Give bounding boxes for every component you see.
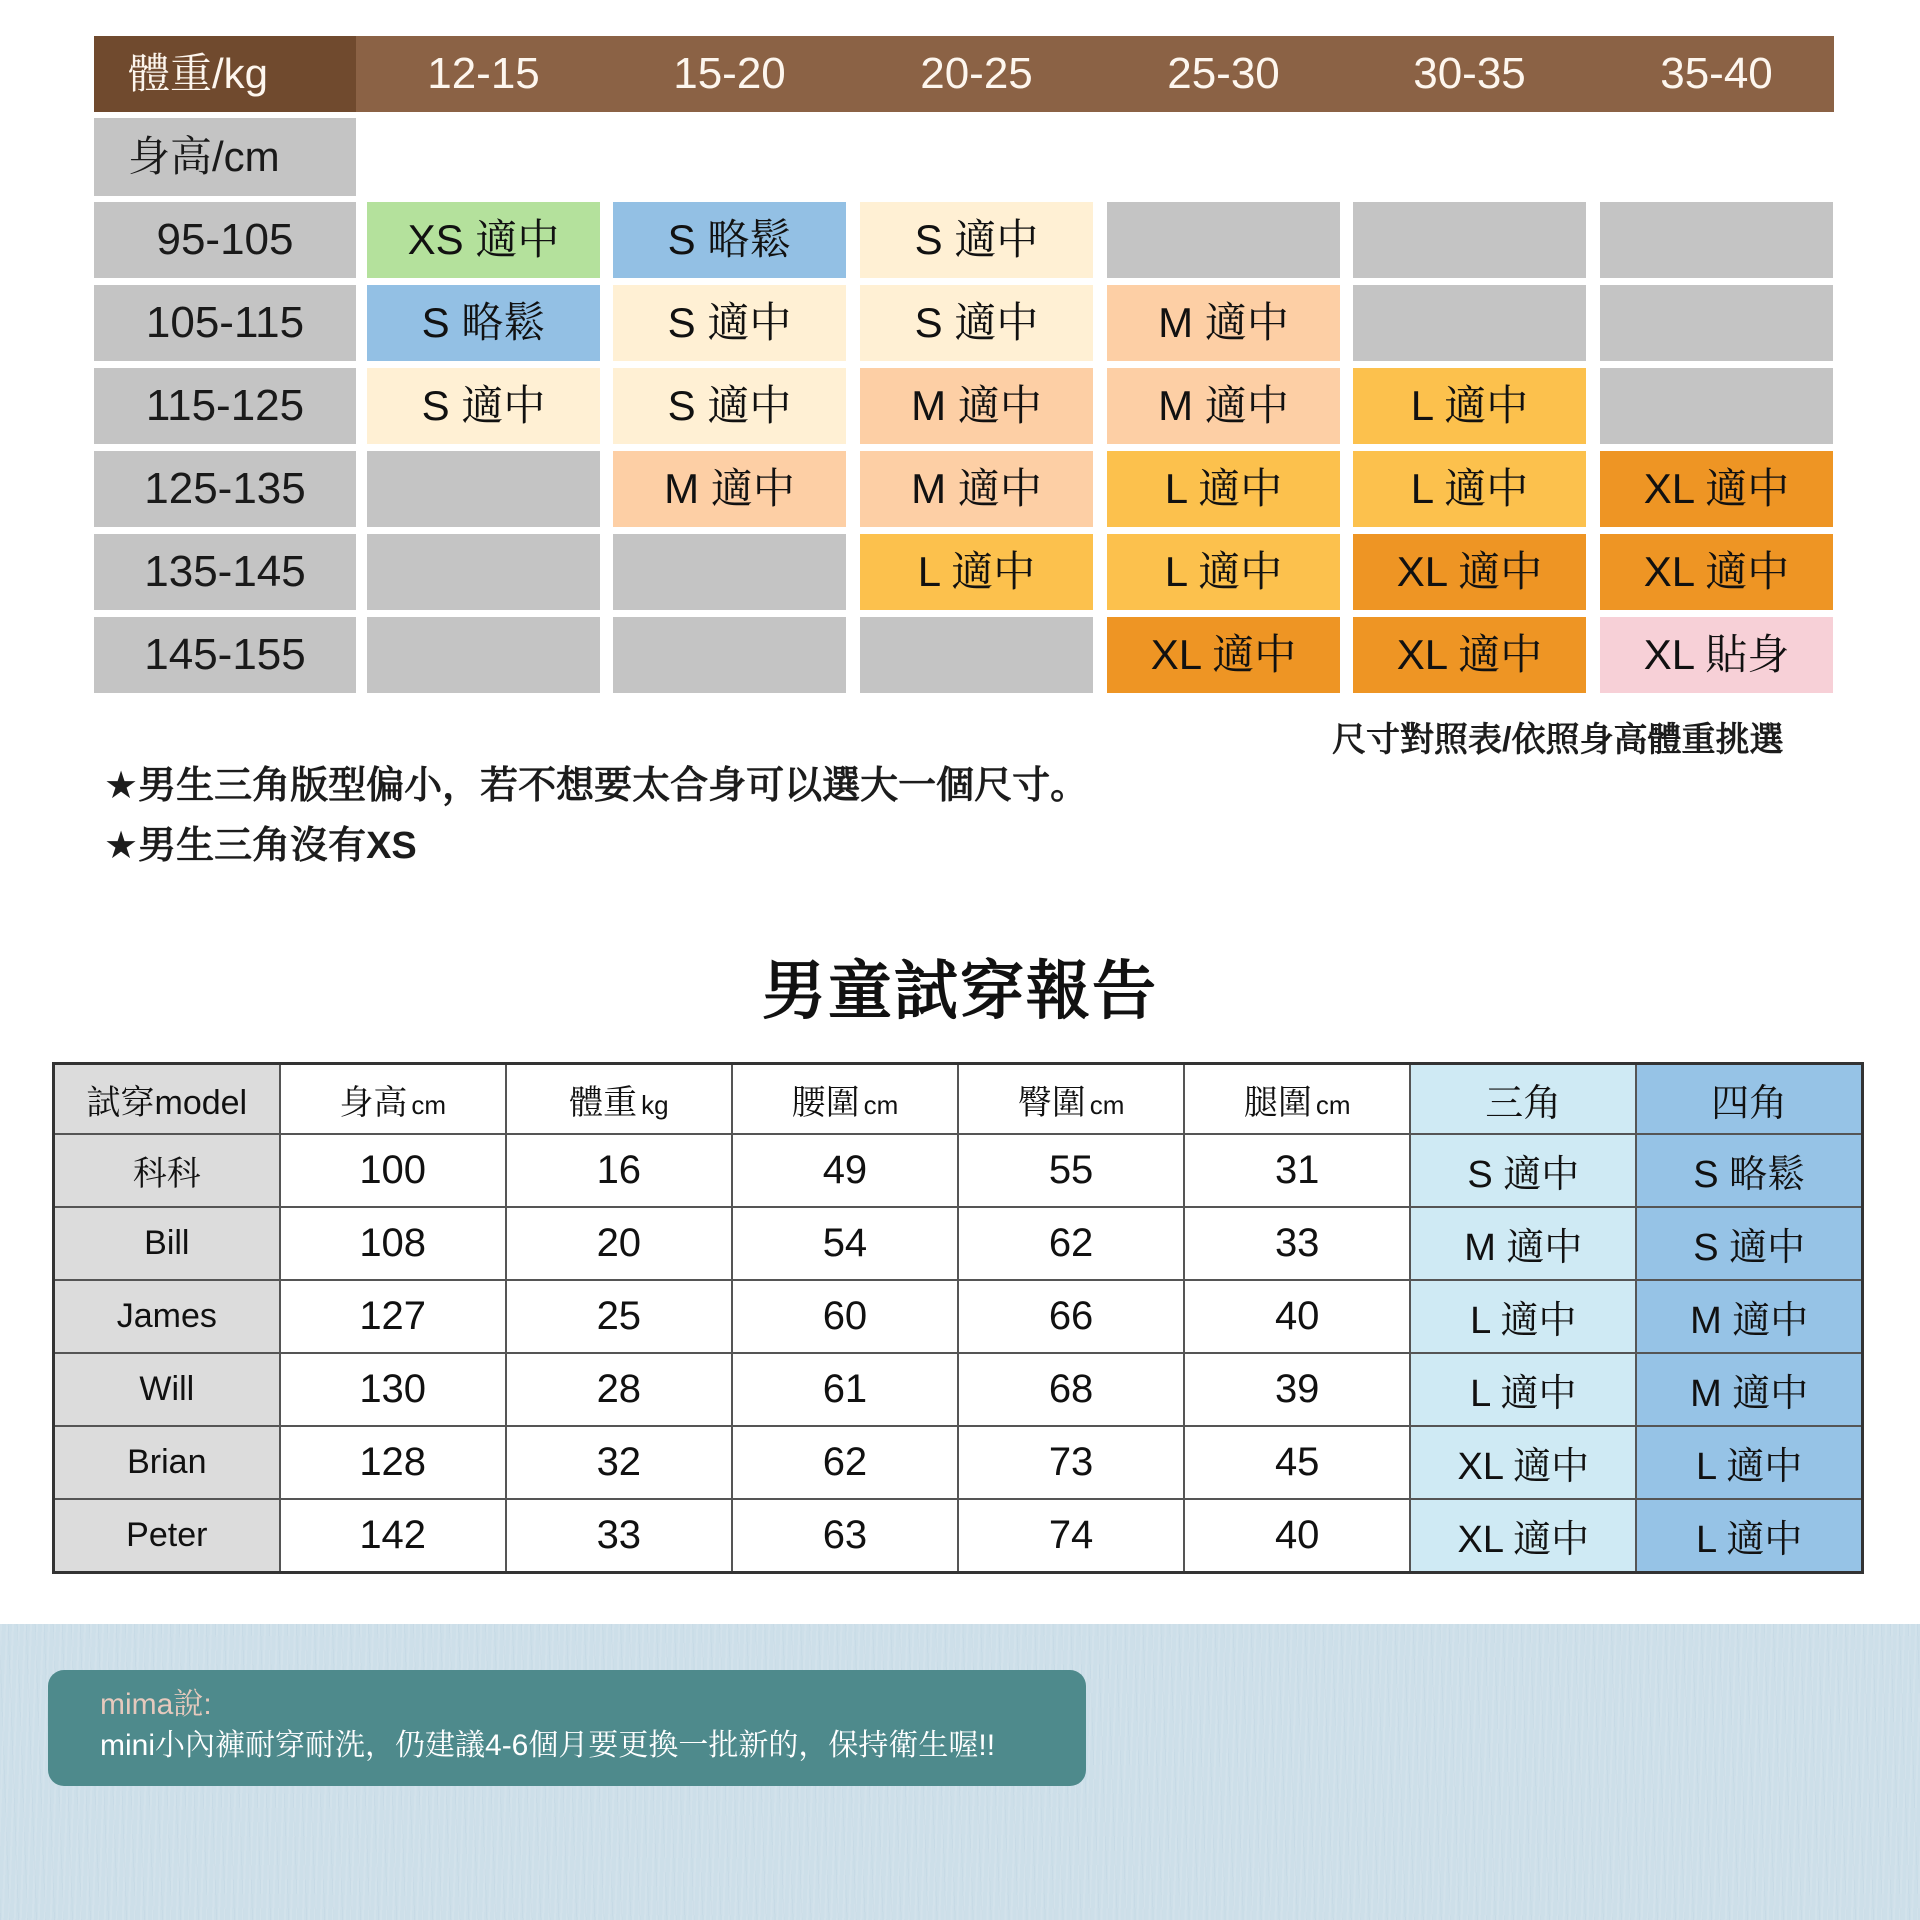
col-brief-label: 三角	[1485, 1082, 1562, 1125]
size-recommendation-cell: L 適中	[860, 534, 1093, 610]
size-empty-cell	[1600, 285, 1833, 361]
size-recommendation-cell: L 適中	[1107, 451, 1340, 527]
col-thigh-label: 腿圍	[1243, 1083, 1312, 1122]
mima-tip-callout	[48, 1670, 1086, 1786]
col-weight	[506, 1064, 732, 1135]
size-recommendation-cell: S 略鬆	[613, 202, 846, 278]
cell-brief: XL 適中	[1410, 1426, 1636, 1499]
col-waist	[732, 1064, 958, 1135]
cell-boxer: M 適中	[1636, 1353, 1862, 1426]
weight-range-1: 12-15	[427, 49, 540, 98]
cell-boxer: L 適中	[1636, 1499, 1862, 1573]
cell-waist: 62	[732, 1426, 958, 1499]
cell-hip: 74	[958, 1499, 1184, 1573]
report-header-row	[54, 1064, 1863, 1135]
weight-range-5: 30-35	[1413, 49, 1526, 98]
col-waist-unit: cm	[863, 1089, 899, 1120]
size-empty-cell	[367, 451, 600, 527]
note-brief-runs-small: ★男生三角版型偏小，若不想要太合身可以選大一個尺寸。	[104, 765, 1089, 807]
table-row	[54, 1134, 1863, 1207]
size-empty-cell	[367, 617, 600, 693]
size-recommendation-cell: S 適中	[613, 285, 846, 361]
note-brief-no-xs: ★男生三角沒有XS	[104, 825, 417, 867]
cell-hip: 68	[958, 1353, 1184, 1426]
height-range-label: 95-105	[94, 202, 356, 278]
size-empty-cell	[1353, 285, 1586, 361]
table-row	[54, 1499, 1863, 1573]
cell-brief: XL 適中	[1410, 1499, 1636, 1573]
size-empty-cell	[613, 617, 846, 693]
col-hip-unit: cm	[1089, 1089, 1125, 1120]
cell-height: 127	[280, 1280, 506, 1353]
cell-thigh: 40	[1184, 1280, 1410, 1353]
col-waist-label: 腰圍	[791, 1083, 860, 1122]
weight-range-3: 20-25	[920, 49, 1033, 98]
size-empty-cell	[1353, 202, 1586, 278]
report-body	[54, 1134, 1863, 1573]
cell-height: 130	[280, 1353, 506, 1426]
callout-body: mini小內褲耐穿耐洗，仍建議4-6個月要更換一批新的，保持衛生喔!!	[100, 1729, 996, 1762]
height-header-label: 身高/cm	[94, 118, 356, 196]
cell-height: 142	[280, 1499, 506, 1573]
cell-thigh: 40	[1184, 1499, 1410, 1573]
table-row	[54, 1426, 1863, 1499]
col-model-label: 試穿model	[86, 1083, 248, 1122]
weight-range-2: 15-20	[673, 49, 786, 98]
size-recommendation-cell: XL 適中	[1353, 534, 1586, 610]
cell-waist: 61	[732, 1353, 958, 1426]
size-recommendation-cell: S 適中	[860, 285, 1093, 361]
cell-boxer: S 略鬆	[1636, 1134, 1862, 1207]
cell-weight: 16	[506, 1134, 732, 1207]
cell-waist: 60	[732, 1280, 958, 1353]
cell-weight: 25	[506, 1280, 732, 1353]
size-recommendation-cell: XL 適中	[1107, 617, 1340, 693]
col-hip-label: 臀圍	[1017, 1083, 1086, 1122]
size-recommendation-cell: XL 適中	[1353, 617, 1586, 693]
weight-header-label: 體重/kg	[128, 50, 269, 97]
height-range-label: 105-115	[94, 285, 356, 361]
cell-thigh: 45	[1184, 1426, 1410, 1499]
cell-waist: 63	[732, 1499, 958, 1573]
cell-height: 108	[280, 1207, 506, 1280]
cell-brief: M 適中	[1410, 1207, 1636, 1280]
size-empty-cell	[613, 534, 846, 610]
size-recommendation-cell: L 適中	[1353, 451, 1586, 527]
size-recommendation-cell: L 適中	[1107, 534, 1340, 610]
cell-name: Will	[54, 1353, 280, 1426]
cell-height: 128	[280, 1426, 506, 1499]
col-height-label: 身高	[339, 1083, 408, 1122]
cell-weight: 32	[506, 1426, 732, 1499]
size-recommendation-cell: S 適中	[367, 368, 600, 444]
cell-name: 科科	[54, 1134, 280, 1207]
table-row	[54, 1207, 1863, 1280]
size-recommendation-cell: XL 適中	[1600, 534, 1833, 610]
weight-range-4: 25-30	[1167, 49, 1280, 98]
cell-brief: L 適中	[1410, 1280, 1636, 1353]
size-recommendation-cell: M 適中	[860, 368, 1093, 444]
size-empty-cell	[1107, 202, 1340, 278]
size-empty-cell	[860, 617, 1093, 693]
col-brief	[1410, 1064, 1636, 1135]
size-empty-cell	[367, 534, 600, 610]
cell-name: James	[54, 1280, 280, 1353]
size-empty-cell	[1600, 368, 1833, 444]
report-title: 男童試穿報告	[762, 955, 1158, 1027]
size-recommendation-cell: M 適中	[1107, 368, 1340, 444]
height-range-label: 125-135	[94, 451, 356, 527]
col-boxer	[1636, 1064, 1862, 1135]
size-recommendation-cell: M 適中	[860, 451, 1093, 527]
cell-thigh: 39	[1184, 1353, 1410, 1426]
col-weight-unit: kg	[641, 1089, 669, 1120]
cell-hip: 55	[958, 1134, 1184, 1207]
cell-weight: 28	[506, 1353, 732, 1426]
size-recommendation-cell: XL 貼身	[1600, 617, 1833, 693]
size-recommendation-cell: L 適中	[1353, 368, 1586, 444]
size-recommendation-cell: XL 適中	[1600, 451, 1833, 527]
cell-height: 100	[280, 1134, 506, 1207]
table-row	[54, 1353, 1863, 1426]
cell-hip: 73	[958, 1426, 1184, 1499]
size-chart-caption: 尺寸對照表/依照身高體重挑選	[1332, 721, 1784, 759]
cell-waist: 54	[732, 1207, 958, 1280]
col-model	[54, 1064, 280, 1135]
cell-hip: 66	[958, 1280, 1184, 1353]
cell-boxer: S 適中	[1636, 1207, 1862, 1280]
cell-name: Brian	[54, 1426, 280, 1499]
cell-boxer: M 適中	[1636, 1280, 1862, 1353]
table-row	[54, 1280, 1863, 1353]
size-recommendation-cell: M 適中	[613, 451, 846, 527]
col-hip	[958, 1064, 1184, 1135]
cell-hip: 62	[958, 1207, 1184, 1280]
size-empty-cell	[1600, 202, 1833, 278]
cell-boxer: L 適中	[1636, 1426, 1862, 1499]
col-height	[280, 1064, 506, 1135]
size-recommendation-cell: S 略鬆	[367, 285, 600, 361]
col-weight-label: 體重	[569, 1083, 638, 1122]
size-recommendation-cell: S 適中	[613, 368, 846, 444]
cell-name: Peter	[54, 1499, 280, 1573]
cell-brief: S 適中	[1410, 1134, 1636, 1207]
callout-title: mima說:	[100, 1688, 212, 1721]
size-recommendation-cell: XS 適中	[367, 202, 600, 278]
size-recommendation-cell: S 適中	[860, 202, 1093, 278]
col-thigh	[1184, 1064, 1410, 1135]
cell-thigh: 31	[1184, 1134, 1410, 1207]
size-recommendation-cell: M 適中	[1107, 285, 1340, 361]
height-range-label: 115-125	[94, 368, 356, 444]
col-thigh-unit: cm	[1315, 1089, 1351, 1120]
cell-weight: 20	[506, 1207, 732, 1280]
height-range-label: 145-155	[94, 617, 356, 693]
cell-thigh: 33	[1184, 1207, 1410, 1280]
cell-waist: 49	[732, 1134, 958, 1207]
col-boxer-label: 四角	[1711, 1082, 1788, 1125]
cell-weight: 33	[506, 1499, 732, 1573]
col-height-unit: cm	[411, 1089, 447, 1120]
fitting-report-table	[52, 1062, 1864, 1574]
cell-brief: L 適中	[1410, 1353, 1636, 1426]
cell-name: Bill	[54, 1207, 280, 1280]
height-range-label: 135-145	[94, 534, 356, 610]
weight-range-6: 35-40	[1660, 49, 1773, 98]
